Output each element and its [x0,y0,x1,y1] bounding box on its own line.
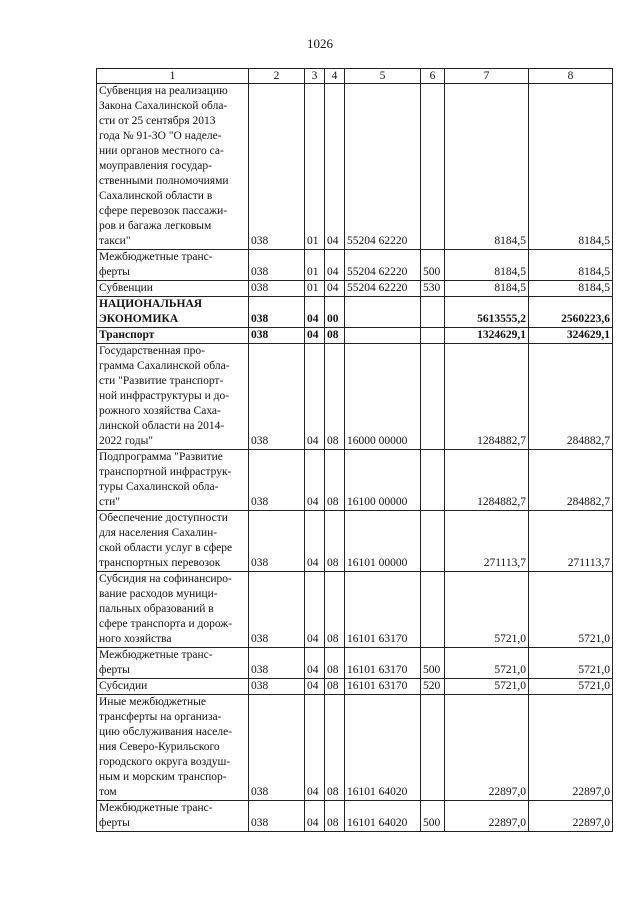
section-cell: 04 [305,679,325,695]
section-cell: 01 [305,250,325,281]
row-name-cell: Иные межбюджетные трансферты на организа- цию обслуживания населе- ния Северо-Курильского городского округа воздуш- ным и морским транспор- том [97,695,249,801]
amount-cell: 1284882,7 [445,450,529,511]
row-name-cell: Субвенции [97,281,249,297]
section-cell: 01 [305,84,325,250]
subsection-cell: 08 [325,344,345,450]
admin-code-cell: 038 [249,679,305,695]
section-cell: 04 [305,572,325,648]
table-row [97,695,613,801]
subsection-cell: 08 [325,328,345,344]
section-cell: 04 [305,328,325,344]
target-article-cell [345,297,421,328]
expense-type-cell [421,695,445,801]
subsection-cell: 04 [325,84,345,250]
admin-code-cell: 038 [249,648,305,679]
amount-cell: 8184,5 [529,84,613,250]
subsection-cell: 08 [325,511,345,572]
amount-cell: 2560223,6 [529,297,613,328]
target-article-cell: 16101 63170 [345,648,421,679]
admin-code-cell: 038 [249,84,305,250]
admin-code-cell: 038 [249,572,305,648]
table-header-row [97,69,613,84]
amount-cell: 284882,7 [529,450,613,511]
target-article-cell [345,328,421,344]
budget-table [96,68,613,832]
column-header: 1 [97,69,249,84]
expense-type-cell [421,84,445,250]
amount-cell: 22897,0 [529,695,613,801]
table-row [97,450,613,511]
target-article-cell: 16101 63170 [345,679,421,695]
subsection-cell: 08 [325,801,345,832]
page-number: 1026 [307,36,333,51]
row-name-cell: Обеспечение доступности для населения Сахалин- ской области услуг в сфере транспортных перевозок [97,511,249,572]
table-row [97,511,613,572]
row-name-cell: НАЦИОНАЛЬНАЯ ЭКОНОМИКА [97,297,249,328]
amount-cell: 5613555,2 [445,297,529,328]
section-cell: 04 [305,511,325,572]
target-article-cell: 16101 64020 [345,801,421,832]
row-name-cell: Межбюджетные транс- ферты [97,250,249,281]
subsection-cell: 08 [325,695,345,801]
section-cell: 01 [305,281,325,297]
target-article-cell: 16101 63170 [345,572,421,648]
table-row [97,572,613,648]
amount-cell: 271113,7 [445,511,529,572]
amount-cell: 22897,0 [445,695,529,801]
expense-type-cell [421,344,445,450]
row-name-cell: Субсидии [97,679,249,695]
expense-type-cell: 530 [421,281,445,297]
expense-type-cell: 500 [421,648,445,679]
table-row [97,250,613,281]
amount-cell: 5721,0 [529,648,613,679]
table-row [97,297,613,328]
amount-cell: 1284882,7 [445,344,529,450]
column-header: 8 [529,69,613,84]
amount-cell: 22897,0 [529,801,613,832]
target-article-cell: 16000 00000 [345,344,421,450]
column-header: 6 [421,69,445,84]
target-article-cell: 55204 62220 [345,250,421,281]
row-name-cell: Межбюджетные транс- ферты [97,648,249,679]
row-name-cell: Государственная про- грамма Сахалинской обла- сти "Развитие транспорт- ной инфраструктуры и до- рожного хозяйства Саха- линской области на 2014- 2022 годы" [97,344,249,450]
row-name-cell: Межбюджетные транс- ферты [97,801,249,832]
row-name-cell: Транспорт [97,328,249,344]
row-name-cell: Подпрограмма "Развитие транспортной инфраструк- туры Сахалинской обла- сти" [97,450,249,511]
amount-cell: 271113,7 [529,511,613,572]
subsection-cell: 08 [325,450,345,511]
admin-code-cell: 038 [249,328,305,344]
target-article-cell: 55204 62220 [345,84,421,250]
subsection-cell: 04 [325,281,345,297]
expense-type-cell: 500 [421,801,445,832]
section-cell: 04 [305,450,325,511]
admin-code-cell: 038 [249,801,305,832]
amount-cell: 22897,0 [445,801,529,832]
subsection-cell: 00 [325,297,345,328]
section-cell: 04 [305,801,325,832]
table-row [97,328,613,344]
expense-type-cell [421,511,445,572]
amount-cell: 8184,5 [445,281,529,297]
admin-code-cell: 038 [249,695,305,801]
column-header: 5 [345,69,421,84]
amount-cell: 5721,0 [445,572,529,648]
target-article-cell: 16100 00000 [345,450,421,511]
table-row [97,679,613,695]
amount-cell: 8184,5 [529,250,613,281]
row-name-cell: Субсидия на софинансиро- вание расходов муници- пальных образований в сфере транспорта и дорож- ного хозяйства [97,572,249,648]
expense-type-cell [421,572,445,648]
expense-type-cell: 520 [421,679,445,695]
expense-type-cell [421,297,445,328]
amount-cell: 5721,0 [529,572,613,648]
table-row [97,281,613,297]
target-article-cell: 16101 64020 [345,695,421,801]
amount-cell: 8184,5 [445,250,529,281]
table-row [97,84,613,250]
target-article-cell: 55204 62220 [345,281,421,297]
subsection-cell: 04 [325,250,345,281]
section-cell: 04 [305,648,325,679]
amount-cell: 5721,0 [445,679,529,695]
subsection-cell: 08 [325,648,345,679]
amount-cell: 5721,0 [445,648,529,679]
subsection-cell: 08 [325,572,345,648]
table-row [97,648,613,679]
expense-type-cell [421,328,445,344]
subsection-cell: 08 [325,679,345,695]
row-name-cell: Субвенция на реализацию Закона Сахалинской обла- сти от 25 сентября 2013 года № 91-ЗО "О наделе- нии органов местного са- моуправления государ- ственными полномочиями Сахалинской области в сфере перевозок пассажи- ров и багажа легковым такси" [97,84,249,250]
column-header: 4 [325,69,345,84]
amount-cell: 8184,5 [529,281,613,297]
expense-type-cell: 500 [421,250,445,281]
table-row [97,344,613,450]
amount-cell: 5721,0 [529,679,613,695]
amount-cell: 284882,7 [529,344,613,450]
section-cell: 04 [305,297,325,328]
column-header: 7 [445,69,529,84]
admin-code-cell: 038 [249,450,305,511]
target-article-cell: 16101 00000 [345,511,421,572]
expense-type-cell [421,450,445,511]
table-row [97,801,613,832]
amount-cell: 8184,5 [445,84,529,250]
admin-code-cell: 038 [249,297,305,328]
admin-code-cell: 038 [249,281,305,297]
column-header: 3 [305,69,325,84]
amount-cell: 324629,1 [529,328,613,344]
admin-code-cell: 038 [249,511,305,572]
section-cell: 04 [305,695,325,801]
admin-code-cell: 038 [249,250,305,281]
amount-cell: 1324629,1 [445,328,529,344]
column-header: 2 [249,69,305,84]
admin-code-cell: 038 [249,344,305,450]
section-cell: 04 [305,344,325,450]
